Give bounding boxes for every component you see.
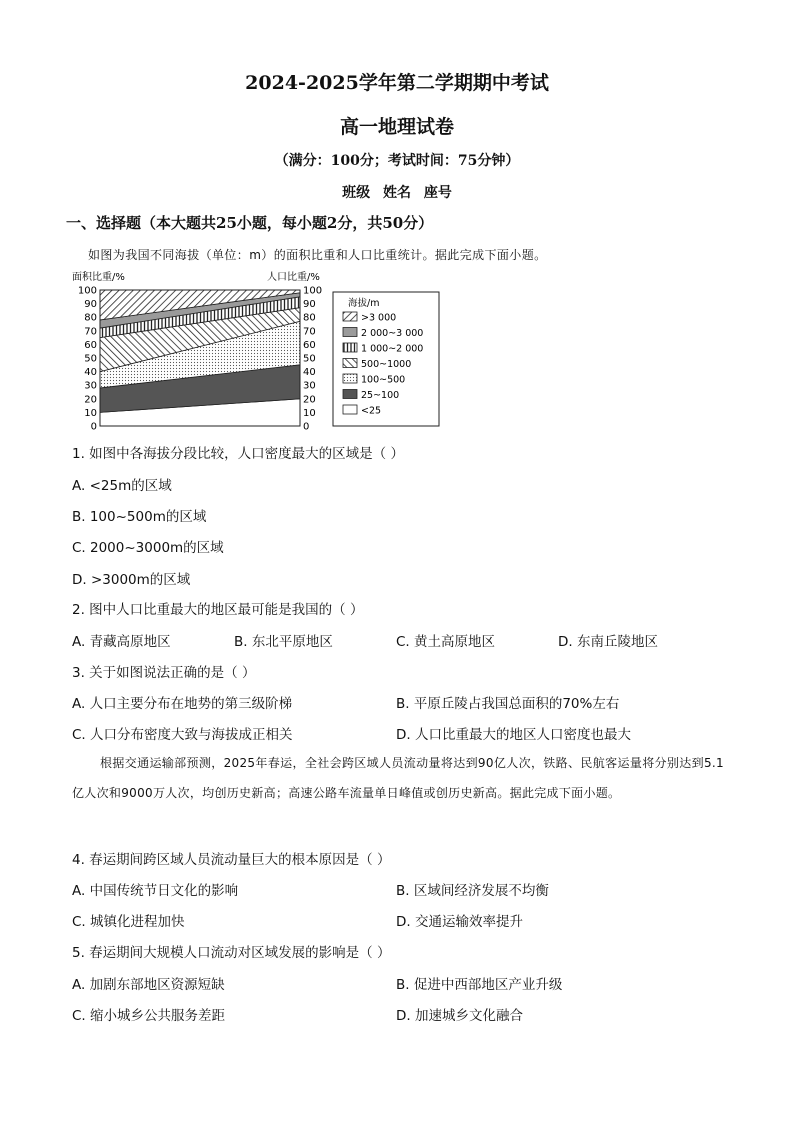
- legend-swatch: [343, 312, 357, 321]
- question-2-option-a[interactable]: A. 青藏高原地区: [72, 634, 171, 650]
- right-tick-label: 90: [303, 299, 316, 311]
- exam-meta: （满分：100分；考试时间：75分钟）: [274, 153, 520, 169]
- legend-label: 100~500: [361, 374, 406, 386]
- left-tick-label: 80: [84, 312, 97, 324]
- legend-label: >3 000: [361, 312, 397, 324]
- legend-swatch: [343, 359, 357, 368]
- legend-label: 2 000~3 000: [361, 328, 424, 339]
- legend-label: 1 000~2 000: [361, 343, 424, 355]
- legend-swatch: [343, 343, 357, 352]
- legend-title: 海拔/m: [348, 298, 380, 309]
- student-info-fields: 班级 姓名 座号: [342, 185, 452, 201]
- question-5-option-c[interactable]: C. 缩小城乡公共服务差距: [72, 1008, 226, 1024]
- chart-bands: [100, 290, 300, 426]
- left-tick-label: 40: [84, 367, 97, 379]
- question-2-option-c[interactable]: C. 黄土高原地区: [396, 634, 496, 650]
- question-intro-1: 如图为我国不同海拔（单位：m）的面积比重和人口比重统计。据此完成下面小题。: [88, 248, 547, 262]
- question-1-option-b[interactable]: B. 100~500m的区域: [72, 509, 207, 525]
- right-tick-label: 20: [303, 394, 316, 406]
- question-2-option-d[interactable]: D. 东南丘陵地区: [558, 634, 658, 650]
- right-tick-label: 80: [303, 312, 316, 324]
- left-tick-label: 50: [84, 353, 97, 365]
- question-5-option-d[interactable]: D. 加速城乡文化融合: [396, 1008, 523, 1024]
- question-1-option-c[interactable]: C. 2000~3000m的区域: [72, 540, 224, 556]
- right-tick-label: 50: [303, 353, 316, 365]
- question-5-option-a[interactable]: A. 加剧东部地区资源短缺: [72, 977, 225, 993]
- legend-swatch: [343, 390, 357, 399]
- question-5-option-b[interactable]: B. 促进中西部地区产业升级: [396, 977, 563, 993]
- exam-subtitle: 高一地理试卷: [339, 116, 454, 138]
- legend-label: <25: [361, 405, 382, 417]
- altitude-chart: [70, 268, 450, 434]
- legend: [333, 292, 439, 426]
- question-1-option-a[interactable]: A. <25m的区域: [72, 478, 172, 494]
- section-title: 一、选择题（本大题共25小题，每小题2分，共50分）: [66, 214, 434, 232]
- legend-swatch: [343, 374, 357, 383]
- left-tick-label: 70: [84, 326, 97, 338]
- right-tick-label: 10: [303, 407, 316, 419]
- question-2-option-b[interactable]: B. 东北平原地区: [234, 634, 333, 650]
- question-3-option-b[interactable]: B. 平原丘陵占我国总面积的70%左右: [396, 696, 620, 712]
- left-tick-label: 20: [84, 394, 97, 406]
- question-3-option-a[interactable]: A. 人口主要分布在地势的第三级阶梯: [72, 696, 293, 712]
- left-axis-label: 面积比重/%: [72, 272, 125, 283]
- question-3-option-d[interactable]: D. 人口比重最大的地区人口密度也最大: [396, 727, 631, 743]
- right-tick-label: 70: [303, 326, 316, 338]
- question-4-option-d[interactable]: D. 交通运输效率提升: [396, 914, 523, 930]
- legend-label: 500~1000: [361, 359, 412, 370]
- question-1-stem: 1. 如图中各海拔分段比较，人口密度最大的区域是（ ）: [72, 446, 404, 462]
- left-tick-label: 30: [84, 380, 97, 392]
- left-tick-label: 10: [84, 407, 97, 419]
- right-tick-label: 60: [303, 339, 316, 351]
- exam-title: 2024-2025学年第二学期期中考试: [245, 72, 549, 94]
- left-tick-label: 60: [84, 339, 97, 351]
- legend-swatch: [343, 328, 357, 337]
- right-tick-label: 30: [303, 380, 316, 392]
- question-3-stem: 3. 关于如图说法正确的是（ ）: [72, 665, 256, 681]
- right-tick-label: 100: [303, 285, 323, 297]
- right-tick-label: 40: [303, 367, 316, 379]
- question-5-stem: 5. 春运期间大规模人口流动对区域发展的影响是（ ）: [72, 945, 391, 961]
- left-tick-label: 100: [77, 285, 97, 297]
- question-1-option-d[interactable]: D. >3000m的区域: [72, 572, 191, 588]
- question-2-stem: 2. 图中人口比重最大的地区最可能是我国的（ ）: [72, 602, 364, 618]
- left-tick-label: 90: [84, 299, 97, 311]
- question-4-option-c[interactable]: C. 城镇化进程加快: [72, 914, 185, 930]
- legend-swatch: [343, 405, 357, 414]
- question-4-option-a[interactable]: A. 中国传统节日文化的影响: [72, 883, 239, 899]
- legend-label: 25~100: [361, 390, 400, 401]
- question-3-option-c[interactable]: C. 人口分布密度大致与海拔成正相关: [72, 727, 293, 743]
- question-4-option-b[interactable]: B. 区域间经济发展不均衡: [396, 883, 549, 899]
- question-intro-2: 根据交通运输部预测，2025年春运，全社会跨区域人员流动量将达到90亿人次，铁路、民航客运量将分别达到5.1亿人次和9000万人次，均创历史新高；高速公路车流量单日峰值或创历史新高。据此完成下面小题。: [72, 756, 724, 800]
- left-tick-label: 0: [90, 421, 97, 433]
- question-4-stem: 4. 春运期间跨区域人员流动量巨大的根本原因是（ ）: [72, 852, 391, 868]
- right-tick-label: 0: [303, 421, 310, 433]
- right-axis-label: 人口比重/%: [267, 272, 320, 283]
